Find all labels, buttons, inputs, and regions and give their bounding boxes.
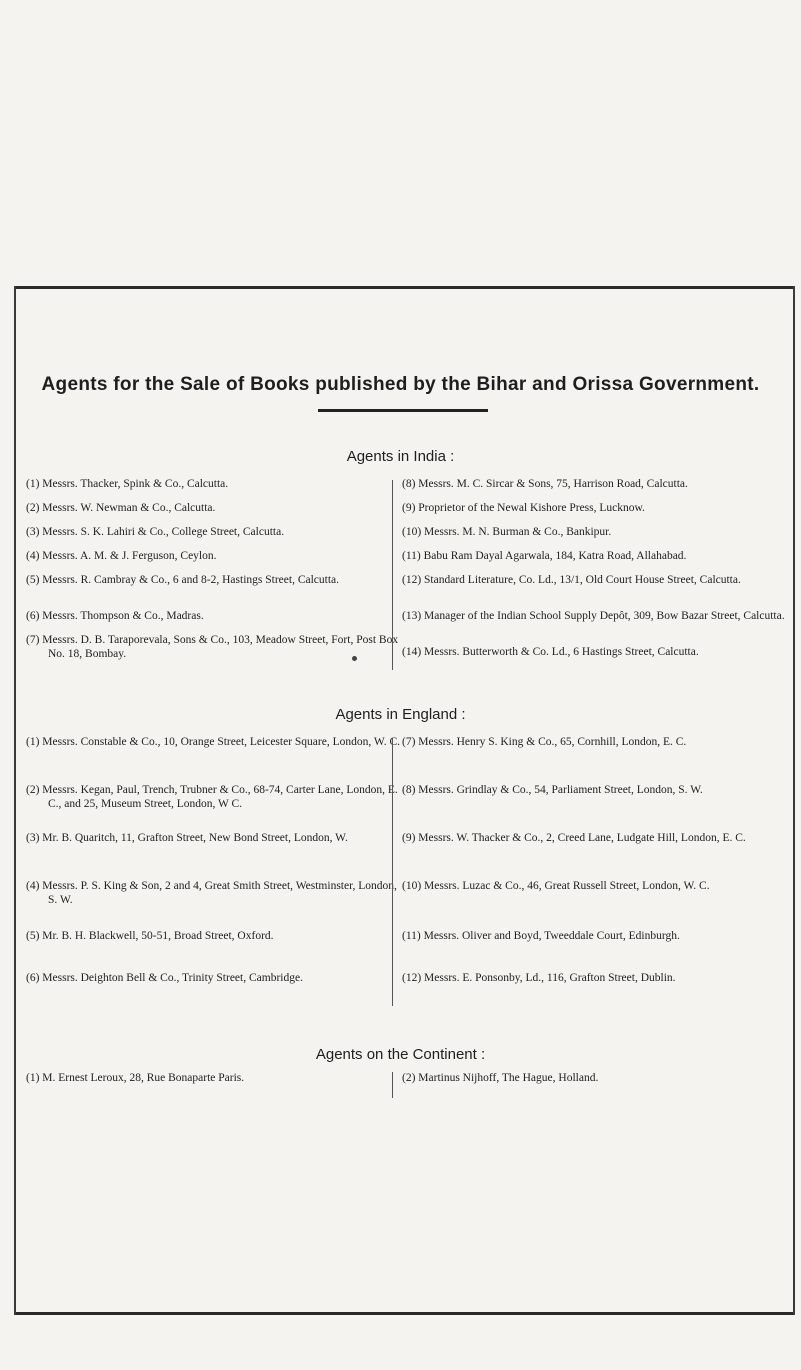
list-item: (7) Messrs. Henry S. King & Co., 65, Cornhill, London, E. C.: [402, 736, 687, 748]
page-border-top: [14, 286, 795, 289]
list-item: (2) Messrs. Kegan, Paul, Trench, Trubner & Co., 68-74, Carter Lane, London, E. C., and 25, Museum Street, London, W C.: [26, 784, 398, 810]
page-border-bottom: [14, 1312, 795, 1315]
continent-heading: Agents on the Continent :: [315, 1046, 486, 1063]
list-item: (4) Messrs. P. S. King & Son, 2 and 4, Great Smith Street, Westminster, London, S. W.: [26, 880, 397, 906]
england-heading: Agents in England :: [335, 706, 466, 723]
india-column-divider: [392, 480, 393, 670]
list-item: (2) Martinus Nijhoff, The Hague, Holland.: [402, 1072, 599, 1084]
list-item: (1) Messrs. Constable & Co., 10, Orange Street, Leicester Square, London, W. C.: [26, 736, 401, 748]
title-rule: [318, 409, 488, 412]
list-item: (14) Messrs. Butterworth & Co. Ld., 6 Hastings Street, Calcutta.: [402, 646, 699, 658]
list-item: (12) Standard Literature, Co. Ld., 13/1, Old Court House Street, Calcutta.: [402, 574, 741, 586]
list-item: (11) Babu Ram Dayal Agarwala, 184, Katra Road, Allahabad.: [402, 550, 687, 562]
list-item: (1) Messrs. Thacker, Spink & Co., Calcutta.: [26, 478, 229, 490]
list-item: (9) Proprietor of the Newal Kishore Press, Lucknow.: [402, 502, 645, 514]
list-item: (8) Messrs. M. C. Sircar & Sons, 75, Harrison Road, Calcutta.: [402, 478, 688, 490]
list-item: (2) Messrs. W. Newman & Co., Calcutta.: [26, 502, 216, 514]
list-item: (6) Messrs. Thompson & Co., Madras.: [26, 610, 204, 622]
list-item: (8) Messrs. Grindlay & Co., 54, Parliament Street, London, S. W.: [402, 784, 703, 796]
list-item: (1) M. Ernest Leroux, 28, Rue Bonaparte Paris.: [26, 1072, 245, 1084]
list-item: (9) Messrs. W. Thacker & Co., 2, Creed Lane, Ludgate Hill, London, E. C.: [402, 832, 746, 844]
list-item: (6) Messrs. Deighton Bell & Co., Trinity Street, Cambridge.: [26, 972, 303, 984]
page-title: Agents for the Sale of Books published by the Bihar and Orissa Government.: [41, 374, 760, 395]
india-heading: Agents in India :: [346, 448, 455, 465]
page-border-right: [793, 286, 795, 1315]
list-item: (4) Messrs. A. M. & J. Ferguson, Ceylon.: [26, 550, 217, 562]
page-border-left: [14, 286, 16, 1315]
england-column-divider: [392, 738, 393, 1006]
list-item: (10) Messrs. M. N. Burman & Co., Bankipur.: [402, 526, 612, 538]
list-item: (7) Messrs. D. B. Taraporevala, Sons & Co., 103, Meadow Street, Fort, Post Box No. 18, Bombay.: [26, 634, 399, 660]
continent-column-divider: [392, 1072, 393, 1098]
list-item: (10) Messrs. Luzac & Co., 46, Great Russell Street, London, W. C.: [402, 880, 710, 892]
list-item: (5) Messrs. R. Cambray & Co., 6 and 8-2, Hastings Street, Calcutta.: [26, 574, 340, 586]
list-item: (13) Manager of the Indian School Supply Depôt, 309, Bow Bazar Street, Calcutta.: [402, 610, 785, 622]
list-item: (11) Messrs. Oliver and Boyd, Tweeddale Court, Edinburgh.: [402, 930, 680, 942]
list-item: (12) Messrs. E. Ponsonby, Ld., 116, Grafton Street, Dublin.: [402, 972, 676, 984]
ornament-dot: [352, 656, 357, 661]
list-item: (5) Mr. B. H. Blackwell, 50-51, Broad Street, Oxford.: [26, 930, 274, 942]
list-item: (3) Mr. B. Quaritch, 11, Grafton Street, New Bond Street, London, W.: [26, 832, 348, 844]
list-item: (3) Messrs. S. K. Lahiri & Co., College Street, Calcutta.: [26, 526, 285, 538]
